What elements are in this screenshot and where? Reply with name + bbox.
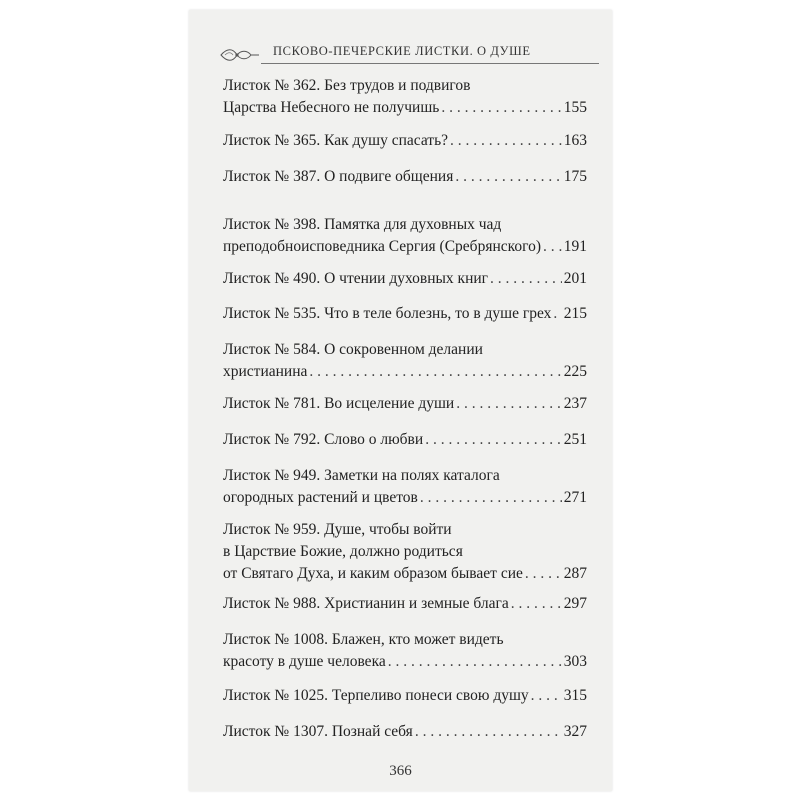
dot-leader xyxy=(450,131,562,151)
toc-entry-line xyxy=(223,304,587,324)
toc-page-number: 215 xyxy=(563,305,587,322)
toc-entry-title: Листок № 1025. Терпеливо понеси свою душу xyxy=(223,687,529,704)
toc-page-number: 315 xyxy=(563,687,587,704)
toc-entry-title: Листок № 398. Памятка для духовных чад xyxy=(223,216,502,233)
toc-entry-line xyxy=(223,430,587,450)
toc-page-number: 201 xyxy=(563,270,587,287)
dot-leader xyxy=(420,488,562,508)
toc-page-number: 163 xyxy=(563,132,587,149)
table-of-contents xyxy=(189,10,612,791)
toc-entry-line xyxy=(223,722,587,742)
running-title: ПСКОВО-ПЕЧЕРСКИЕ ЛИСТКИ. О ДУШЕ xyxy=(273,44,531,58)
toc-entry-title: Листок № 584. О сокровенном делании xyxy=(223,341,483,358)
toc-entry-title: Листок № 949. Заметки на полях каталога xyxy=(223,467,500,484)
toc-entry-line xyxy=(223,394,587,414)
toc-page-number: 175 xyxy=(563,168,587,185)
toc-entry-line xyxy=(223,237,587,257)
dot-leader xyxy=(388,652,562,672)
toc-page-number: 191 xyxy=(563,238,587,255)
dot-leader xyxy=(525,564,562,584)
toc-entry-title: Листок № 362. Без трудов и подвигов xyxy=(223,77,471,94)
toc-entry-line xyxy=(223,269,587,289)
toc-page-number: 271 xyxy=(563,489,587,506)
toc-entry-title: Листок № 988. Христианин и земные блага xyxy=(223,595,509,612)
toc-entry-title: Листок № 365. Как душу спасать? xyxy=(223,132,449,149)
toc-entry-title: Листок № 1008. Блажен, кто может видеть xyxy=(223,631,504,648)
toc-entry-line xyxy=(223,362,587,382)
toc-entry-line xyxy=(223,98,587,118)
dot-leader xyxy=(511,594,562,614)
toc-page-number: 287 xyxy=(563,565,587,582)
toc-page-number: 251 xyxy=(563,431,587,448)
page-number: 366 xyxy=(389,763,412,779)
toc-entry-title: Листок № 959. Душе, чтобы войти xyxy=(223,521,452,538)
toc-entry-line xyxy=(223,167,587,187)
dot-leader xyxy=(490,269,562,289)
toc-entry-line xyxy=(223,564,587,584)
dot-leader xyxy=(415,722,562,742)
dot-leader xyxy=(543,237,562,257)
toc-entry-title: христианина xyxy=(223,363,308,380)
toc-entry-line xyxy=(223,594,587,614)
toc-entry-title: красоту в душе человека xyxy=(223,653,386,670)
dot-leader xyxy=(553,304,561,324)
toc-page-number: 237 xyxy=(563,395,587,412)
toc-entry-title: Листок № 792. Слово о любви xyxy=(223,431,424,448)
toc-entry-line xyxy=(223,488,587,508)
toc-entry-title: Листок № 535. Что в теле болезнь, то в душе грех xyxy=(223,305,552,322)
toc-entry-title: огородных растений и цветов xyxy=(223,489,418,506)
book-page xyxy=(189,10,612,791)
dot-leader xyxy=(455,167,561,187)
dot-leader xyxy=(425,430,562,450)
toc-page-number: 303 xyxy=(563,653,587,670)
toc-entry-title: в Царствие Божие, должно родиться xyxy=(223,543,463,560)
toc-entry-line xyxy=(223,686,587,706)
toc-page-number: 327 xyxy=(563,723,587,740)
dot-leader xyxy=(456,394,562,414)
toc-entry-title: Царства Небесного не получишь xyxy=(223,99,440,116)
dot-leader xyxy=(441,98,561,118)
toc-entry-title: Листок № 781. Во исцеление души xyxy=(223,395,455,412)
toc-page-number: 297 xyxy=(563,595,587,612)
toc-page-number: 155 xyxy=(563,99,587,116)
dot-leader xyxy=(531,686,562,706)
toc-entry-title: преподобноисповедника Сергия (Сребрянского) xyxy=(223,238,541,255)
toc-entry-title: Листок № 387. О подвиге общения xyxy=(223,168,454,185)
toc-entry-line xyxy=(223,652,587,672)
toc-entry-title: от Святаго Духа, и каким образом бывает сие xyxy=(223,565,523,582)
toc-entry-title: Листок № 490. О чтении духовных книг xyxy=(223,270,489,287)
dot-leader xyxy=(309,362,561,382)
toc-entry-title: Листок № 1307. Познай себя xyxy=(223,723,413,740)
toc-entry-line xyxy=(223,131,587,151)
toc-page-number: 225 xyxy=(563,363,587,380)
